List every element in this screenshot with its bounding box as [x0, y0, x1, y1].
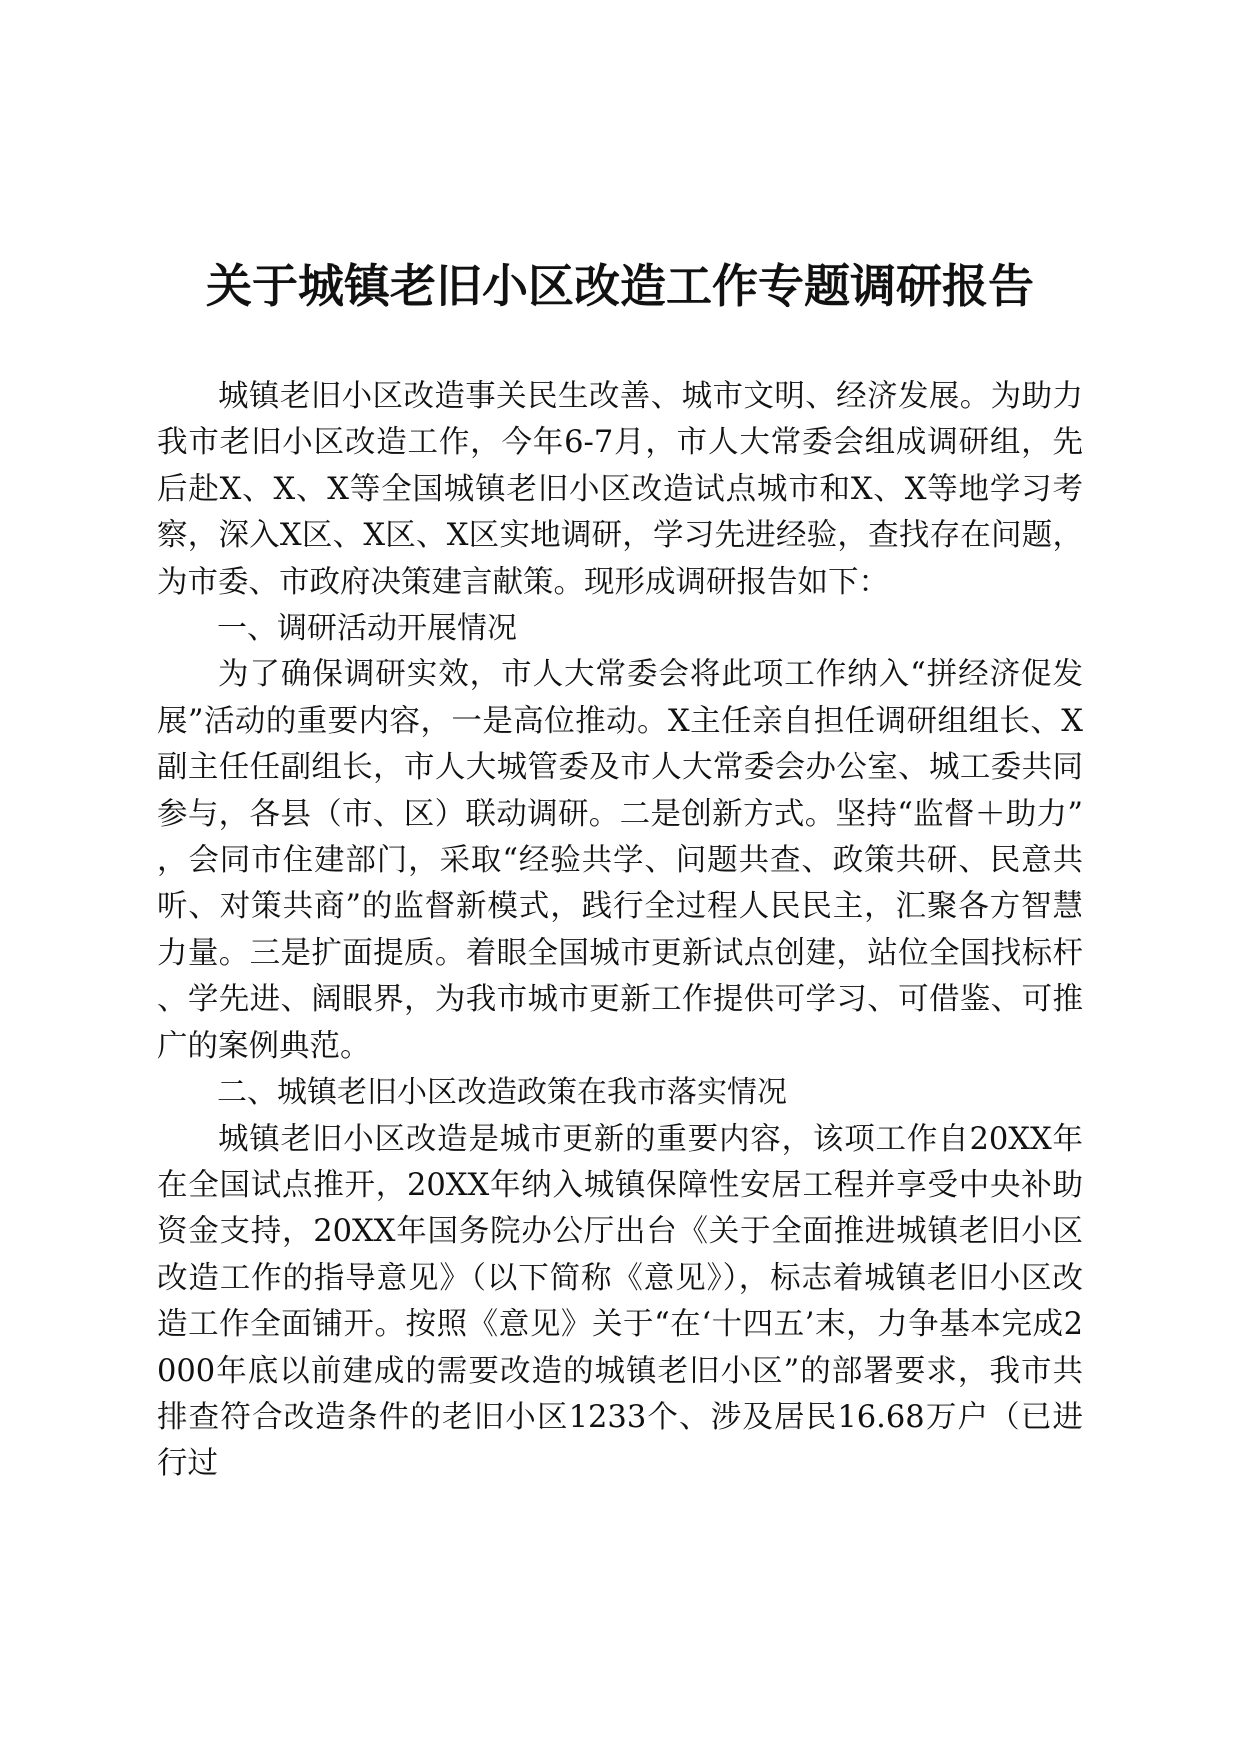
document-body [157, 374, 1083, 1488]
section-heading-2: 二、城镇老旧小区改造政策在我市落实情况 [217, 1075, 787, 1111]
intro-paragraph: 城镇老旧小区改造事关民生改善、城市文明、经济发展。为助力我市老旧小区改造工作，今年6-7月，市人大常委会组成调研组，先后赴X、X、X等全国城镇老旧小区改造试点城市和X、X等地学习考察，深入X区、X区、X区实地调研，学习先进经验，查找存在问题，为市委、市政府决策建言献策。现形成调研报告如下： [157, 379, 1083, 600]
section-paragraph-2: 城镇老旧小区改造是城市更新的重要内容，该项工作自20XX年在全国试点推开，20XX年纳入城镇保障性安居工程并享受中央补助资金支持，20XX年国务院办公厅出台《关于全面推进城镇老旧小区改造工作的指导意见》（以下简称《意见》），标志着城镇老旧小区改造工作全面铺开。按照《意见》关于“在‘十四五’末，力争基本完成2000年底以前建成的需要改造的城镇老旧小区”的部署要求，我市共排查符合改造条件的老旧小区1233个、涉及居民16.68万户（已进行过 [157, 1121, 1083, 1482]
section-heading-1: 一、调研活动开展情况 [217, 611, 517, 647]
document-title: 关于城镇老旧小区改造工作专题调研报告 [206, 259, 1034, 313]
section-paragraph-1: 为了确保调研实效，市人大常委会将此项工作纳入“拼经济促发展”活动的重要内容，一是高位推动。X主任亲自担任调研组组长、X副主任任副组长，市人大城管委及市人大常委会办公室、城工委共同参与，各县（市、区）联动调研。二是创新方式。坚持“监督＋助力”，会同市住建部门，采取“经验共学、问题共查、政策共研、民意共听、对策共商”的监督新模式，践行全过程人民民主，汇聚各方智慧力量。三是扩面提质。着眼全国城市更新试点创建，站位全国找标杆、学先进、阔眼界，为我市城市更新工作提供可学习、可借鉴、可推广的案例典范。 [157, 657, 1083, 1064]
